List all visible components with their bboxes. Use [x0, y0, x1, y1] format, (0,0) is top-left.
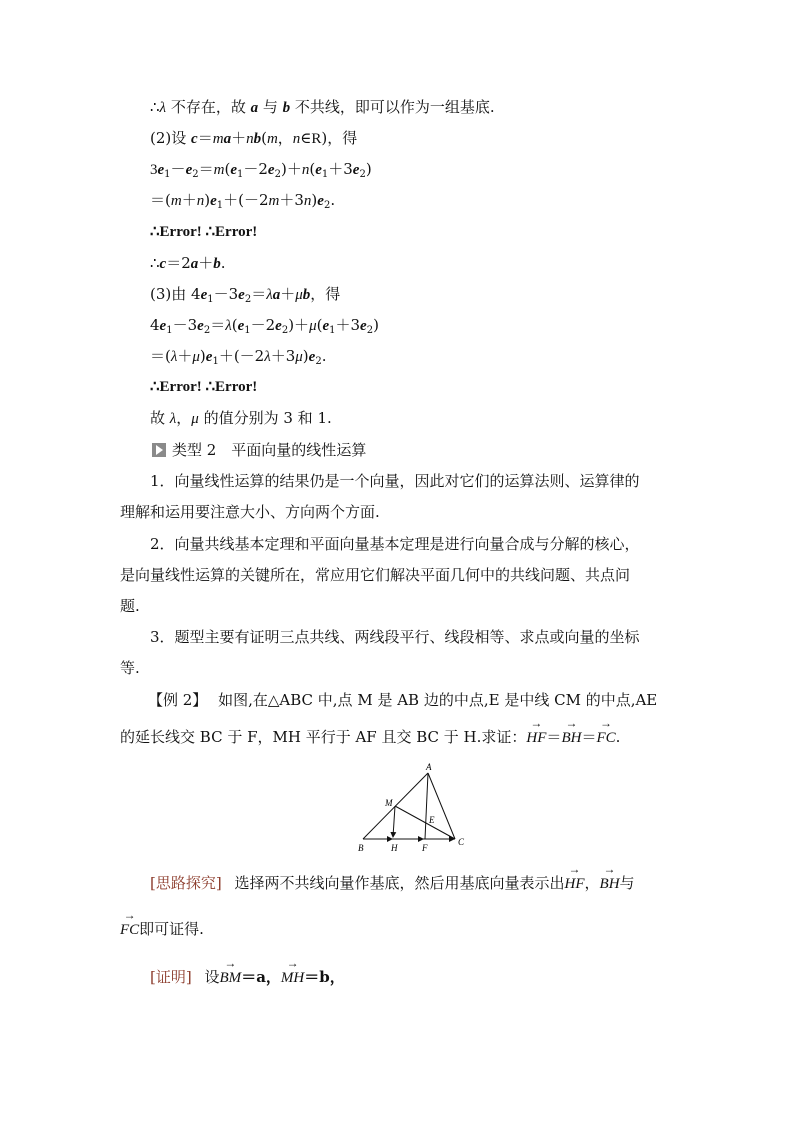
hint-comma: ，	[584, 874, 600, 892]
point-2-line-b: 是向量线性运算的关键所在，常应用它们解决平面几何中的共线问题、共点问	[120, 566, 631, 584]
hint-and: 与	[619, 874, 635, 892]
label-F: F	[422, 843, 428, 853]
solution-line-1: ∴λ 不存在，故 a 与 b 不共线，即可以作为一组基底.	[150, 98, 495, 116]
solution-line-9: $=(\lambda+\mu)e_1+(-2\lambda+3\mu)e_2$.	[150, 347, 327, 367]
solution-line-3: $3e_1-e_2=m(e_1-2e_2)+n(e_1+3e_2)$	[150, 160, 372, 180]
proof-vector-BM: → BM	[220, 966, 242, 988]
example-text-2: 的延长线交 BC 于 F，MH 平行于 AF 且交 BC 于 H.求证：	[120, 728, 527, 746]
hint-line-2	[120, 918, 204, 940]
point-3-line-b: 等.	[120, 659, 140, 677]
proof-eq-a: ＝a，	[241, 968, 281, 986]
vector-BH: → BH	[561, 726, 581, 748]
hint-vector-BH: → BH	[600, 872, 620, 894]
period: .	[615, 728, 621, 746]
solution-line-11: 故 λ，μ 的值分别为 3 和 1.	[150, 409, 332, 427]
hint-vector-FC: → FC	[120, 918, 139, 940]
point-2-line-a: 2．向量共线基本定理和平面向量基本定理是进行向量合成与分解的核心，	[150, 535, 640, 553]
proof-eq-b: ＝b，	[304, 968, 345, 986]
example-line-2	[120, 726, 620, 748]
example-line-1	[148, 690, 657, 710]
line-AF	[425, 773, 428, 839]
example-label: 【例 2】	[148, 691, 208, 709]
label-C: C	[458, 837, 465, 847]
label-B: B	[358, 843, 364, 853]
triangle-figure	[355, 760, 475, 855]
solution-line-5: ∴Error! ∴Error!	[150, 224, 258, 240]
eq-2: ＝	[581, 728, 597, 746]
point-1-line-b: 理解和运用要注意大小、方向两个方面.	[120, 503, 380, 521]
therefore-lambda: ∴λ 不存在，故	[150, 98, 251, 116]
label-H: H	[391, 843, 398, 853]
label-E: E	[429, 815, 435, 825]
point-3-line-a: 3．题型主要有证明三点共线、两线段平行、线段相等、求点或向量的坐标	[150, 628, 640, 646]
proof-vector-MH: → MH	[281, 966, 304, 988]
play-triangle-icon	[152, 443, 166, 457]
vector-HF: → HF	[526, 726, 546, 748]
eq-1: ＝	[546, 728, 562, 746]
line-MH	[393, 806, 395, 837]
proof-line	[150, 966, 345, 988]
hint-vector-HF: → HF	[565, 872, 585, 894]
example-text-1: 如图,在△ABC 中,点 M 是 AB 边的中点,E 是中线 CM 的中点,AE	[218, 691, 658, 709]
vector-FC: → FC	[596, 726, 615, 748]
point-1-line-a: 1．向量线性运算的结果仍是一个向量，因此对它们的运算法则、运算律的	[150, 472, 640, 490]
hint-text: 选择两不共线向量作基底，然后用基底向量表示出	[234, 874, 565, 892]
solution-line-8: $4e_1-3e_2=\lambda(e_1-2e_2)+\mu(e_1+3e_2)$	[150, 316, 379, 336]
proof-label: [证明]	[150, 968, 192, 986]
solution-line-2: (2)设 c＝ma＋nb(m，n∈R)，得	[150, 129, 358, 147]
label-M: M	[385, 798, 393, 808]
label-A: A	[426, 762, 432, 772]
hint-suffix: 即可证得.	[139, 920, 204, 938]
solution-line-10: ∴Error! ∴Error!	[150, 379, 258, 395]
side-AC	[428, 773, 455, 839]
proof-pre: 设	[204, 968, 220, 986]
solution-line-4: $=(m+n)e_1+(-2m+3n)e_2$.	[150, 191, 336, 211]
section-title: 类型 2 平面向量的线性运算	[172, 441, 367, 459]
point-2-line-c: 题.	[120, 597, 140, 615]
hint-line-1	[150, 872, 635, 894]
hint-label: [思路探究]	[150, 874, 222, 892]
section-header	[152, 440, 366, 460]
solution-line-7: (3)由 $4e_1-3e_2=\lambda a+\mu b$，得	[150, 285, 341, 305]
solution-line-6: ∴c＝2a＋b.	[150, 254, 226, 272]
